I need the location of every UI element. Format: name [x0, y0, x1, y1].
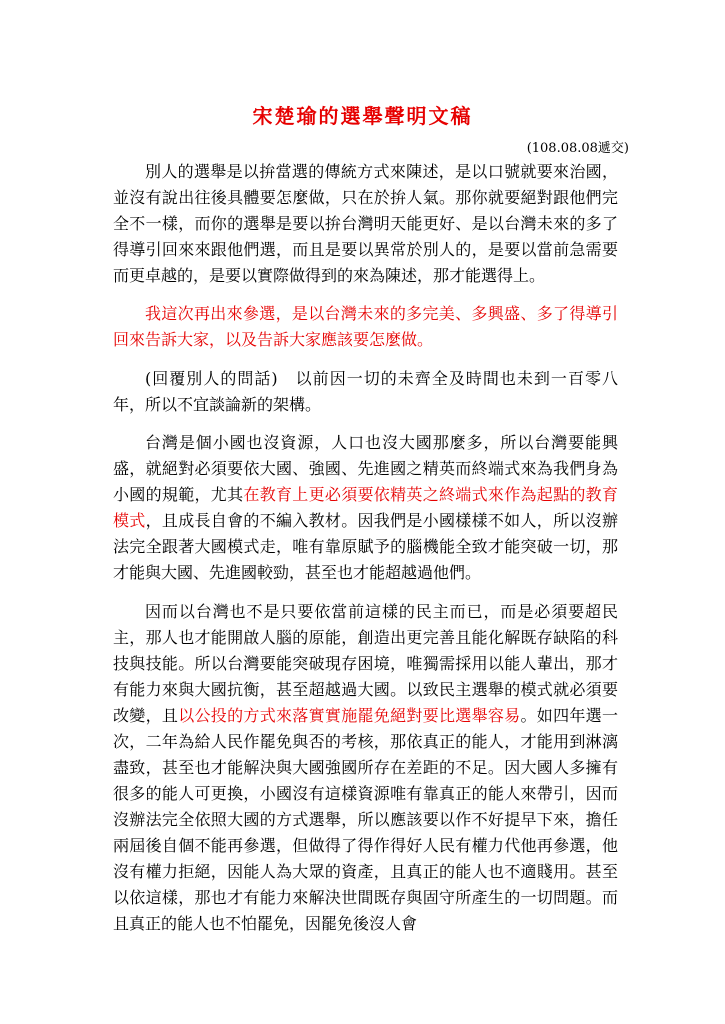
paragraph-5-text-after: 。如四年選一次，二年為給人民作罷免與否的考核，那依真正的能人，才能用到淋漓盡致，甚至也才能解決與大國強國所存在差距的不足。因大國人多擁有很多的能人可更換，小國沒有這樣資源唯有靠真正的能人來帶引，因而沒辦法完全依照大國的方式選舉，所以應該要以作不好提早下來，擔任兩屆後自個不能再參選，但做得了得作得好人民有權力代他再參選，他沒有權力拒絕，因能人為大眾的資產，且真正的能人也不適賤用。甚至以依這樣，那也才有能力來解決世間既存與固守所產生的一切問題。而且真正的能人也不怕罷免，因罷免後沒人會 [113, 706, 618, 933]
paragraph-5-highlight: 以公投的方式來落實實施罷免絕對要比選舉容易 [178, 706, 521, 725]
paragraph-5-text-before: 因而以台灣也不是只要依當前這樣的民主而已，而是必須要超民主，那人也才能開啟人腦的原能，創造出更完善且能化解既存缺陷的科技與技能。所以台灣要能突破現存困境，唯獨需採用以能人輩出，那才有能力來與大國抗衡，甚至超越過大國。以致民主選舉的模式就必須要改變，且 [113, 602, 618, 725]
paragraph-2-highlight [113, 301, 618, 353]
paragraph-4-highlight: 在教育上更必須要依精英之終端式來作為起點的教育模式 [113, 485, 618, 530]
paragraph-1 [113, 159, 618, 289]
paragraph-3 [113, 366, 618, 418]
paragraph-4-text-before: 台灣是個小國也沒資源，人口也沒大國那麼多，所以台灣要能興盛，就絕對必須要依大國、強國、先進國之精英而終端式來為我們身為小國的規範，尤其 [113, 433, 618, 504]
submission-date: (108.08.08遞交) [526, 141, 629, 156]
paragraph-3-text: (回覆別人的問話) 以前因一切的未齊全及時間也未到一百零八年，所以不宜談論新的架構。 [113, 369, 618, 414]
document-title: 宋楚瑜的選舉聲明文稿 [252, 104, 473, 128]
paragraph-1-text: 別人的選舉是以拚當選的傳統方式來陳述，是以口號就要來治國，並沒有說出往後具體要怎麼做，只在於拚人氣。那你就要絕對跟他們完全不一樣，而你的選舉是要以拚台灣明天能更好、是以台灣未來的多了得導引回來來跟他們選，而且是要以異常於別人的，是要以當前急需要而更卓越的，是要以實際做得到的來為陳述，那才能選得上。 [113, 162, 618, 285]
paragraph-5 [113, 599, 618, 937]
paragraph-4 [113, 430, 618, 586]
paragraph-4-text-after: ，且成長自會的不編入教材。因我們是小國樣樣不如人，所以沒辦法完全跟著大國模式走，唯有靠原賦予的腦機能全致才能突破一切，那才能與大國、先進國較勁，甚至也才能超越過他們。 [113, 511, 618, 582]
paragraph-2-text: 我這次再出來參選，是以台灣未來的多完美、多興盛、多了得導引回來告訴大家，以及告訴大家應該要怎麼做。 [113, 304, 618, 349]
